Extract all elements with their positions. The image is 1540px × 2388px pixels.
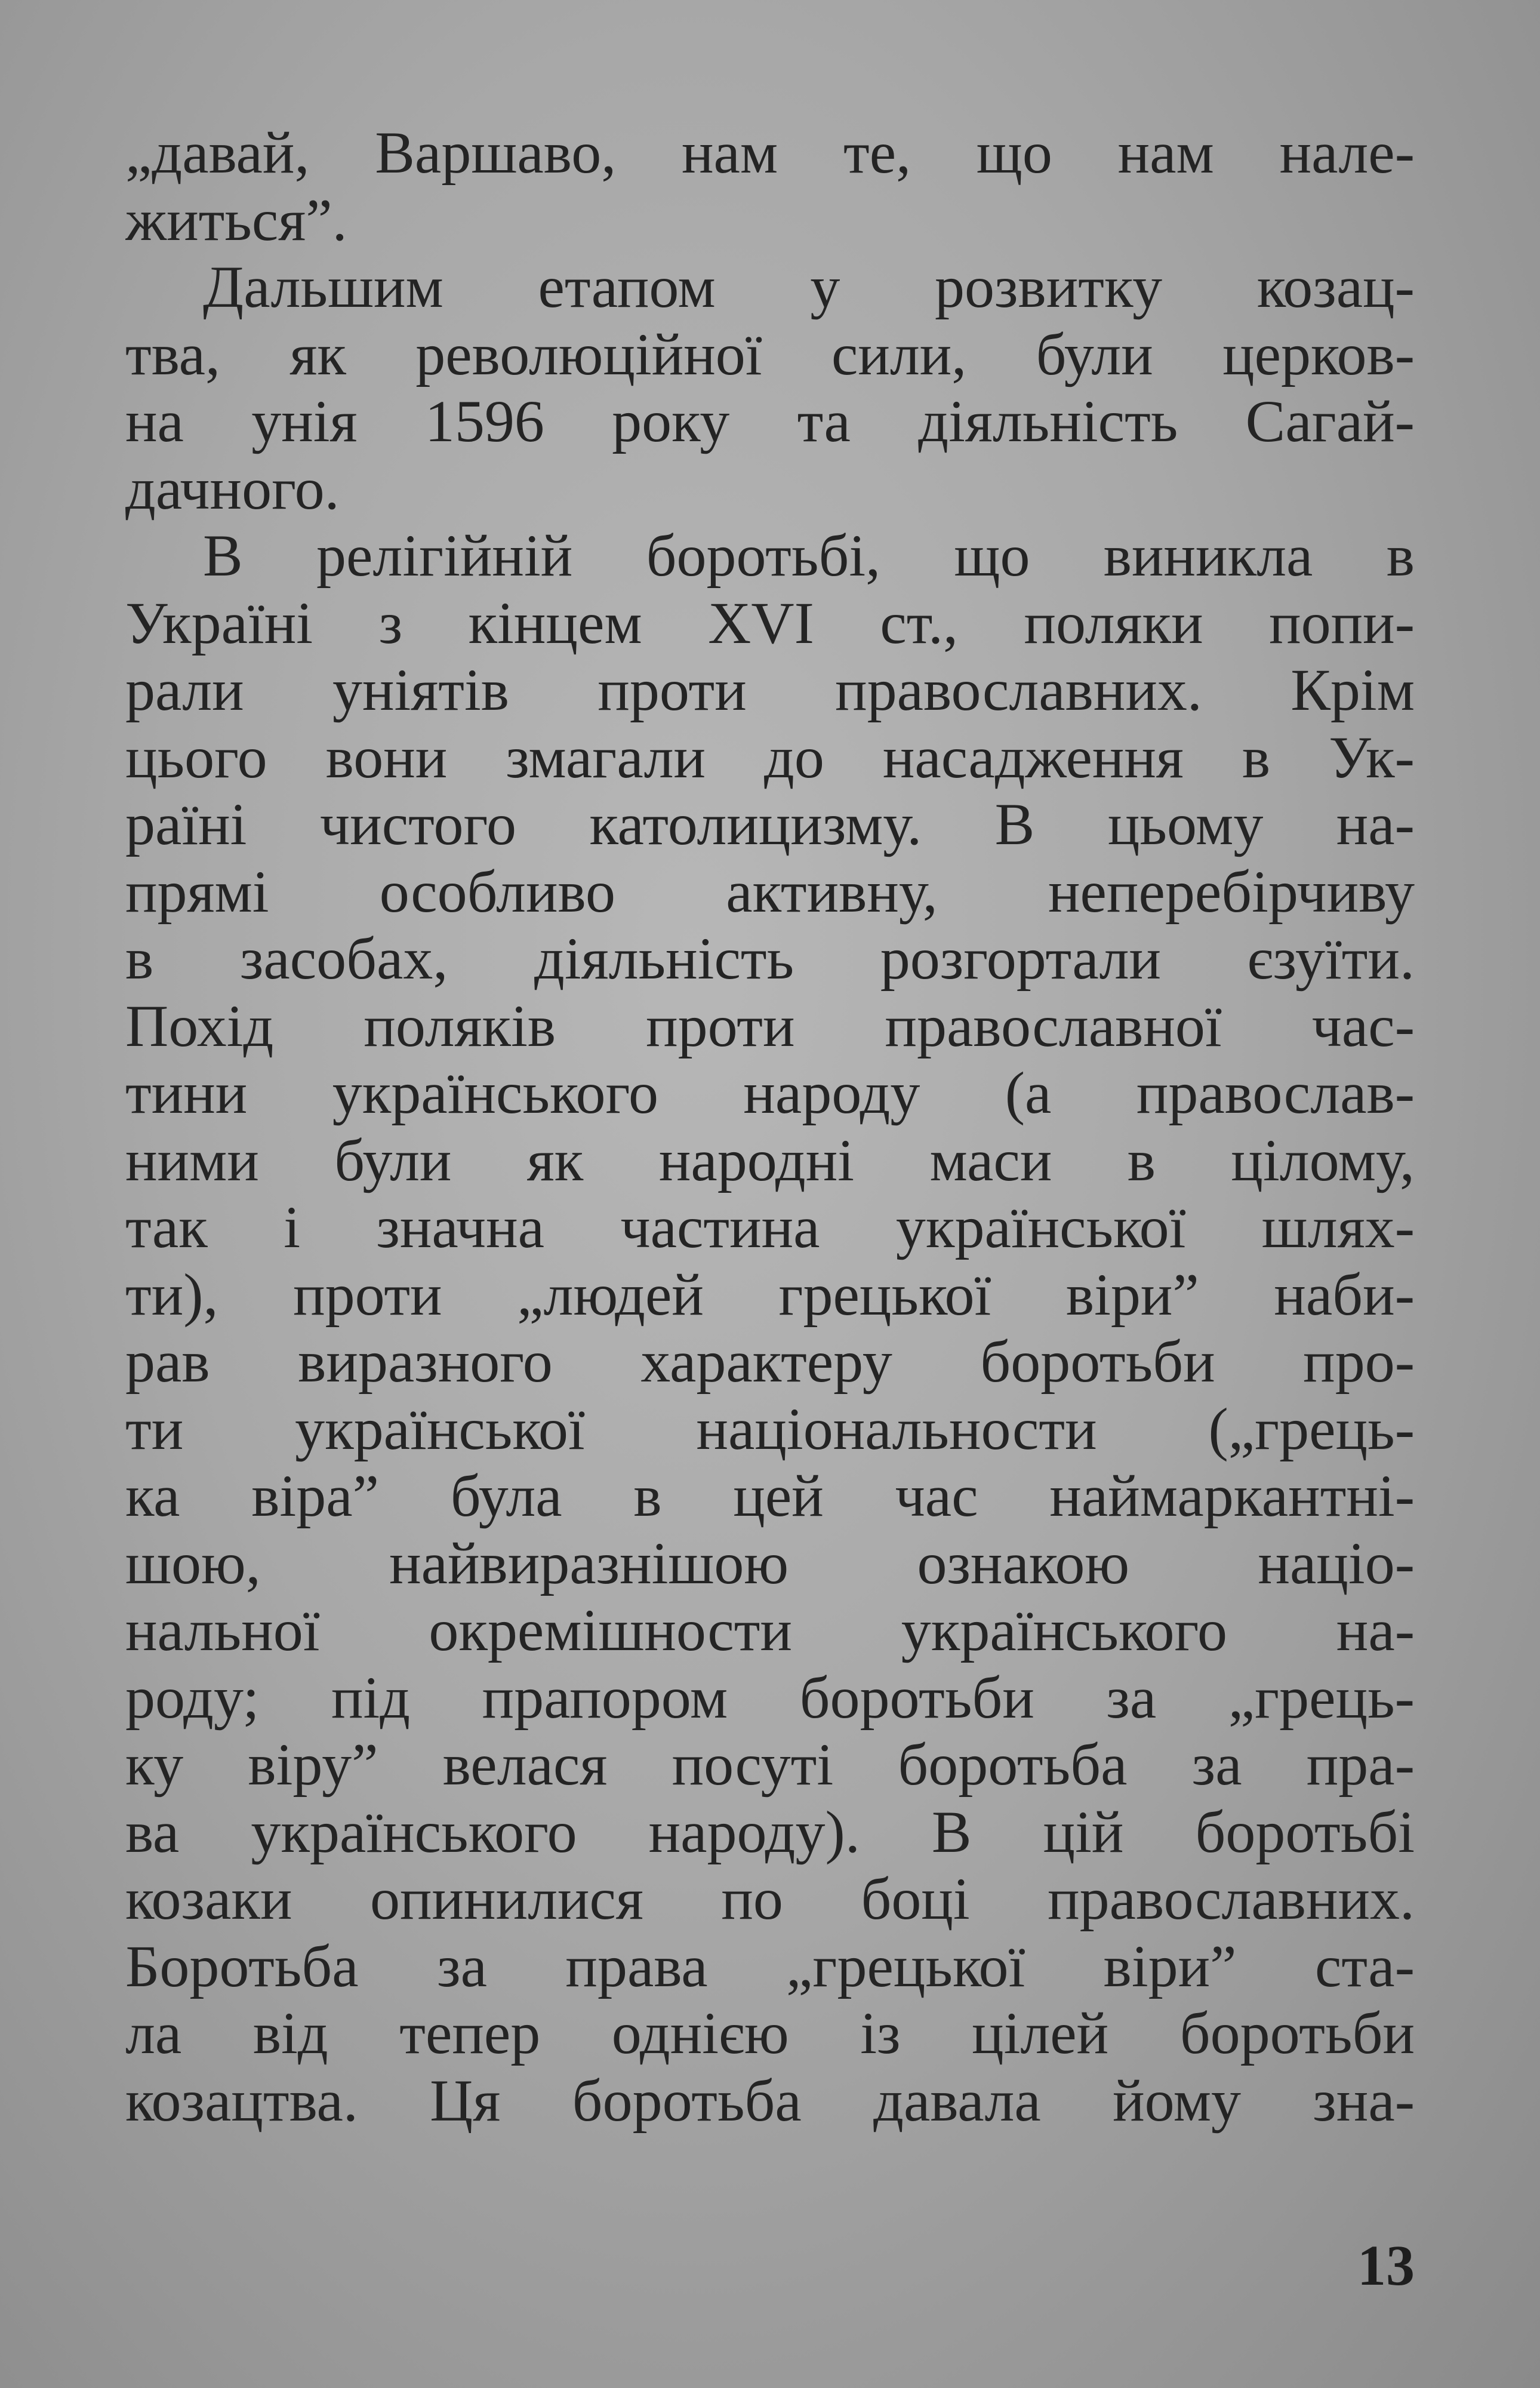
text-line: рав виразного характеру боротьби про-	[125, 1328, 1415, 1395]
text-line: дачного.	[125, 455, 340, 522]
text-line: ними були як народні маси в цілому,	[125, 1127, 1415, 1193]
text-line: козаки опинилися по боці православних.	[125, 1866, 1415, 1932]
body-text	[125, 119, 1415, 2134]
text-line: на унія 1596 року та діяльність Сагай-	[125, 388, 1415, 454]
page-number: 13	[1357, 2233, 1415, 2297]
text-line: прямі особливо активну, неперебірчиву	[125, 858, 1415, 925]
text-line: тва, як революційної сили, були церков-	[125, 321, 1415, 387]
text-line: ку віру” велася посуті боротьба за пра-	[125, 1731, 1415, 1798]
text-line: цього вони змагали до насадження в Ук-	[125, 724, 1415, 790]
text-line: Боротьба за права „грецької віри” ста-	[125, 1932, 1415, 1999]
paragraph-first-line: Дальшим етапом у розвитку козац-	[203, 254, 1415, 320]
text-line: раїні чистого католицизму. В цьому на-	[125, 791, 1415, 857]
text-line: нальної окремішности українського на-	[125, 1597, 1415, 1663]
text-line: в засобах, діяльність розгортали єзуїти.	[125, 925, 1415, 992]
text-line: „давай, Варшаво, нам те, що нам нале-	[125, 119, 1415, 186]
text-line: рали уніятів проти православних. Крім	[125, 657, 1415, 723]
paragraph-first-line: В релігійній боротьбі, що виникла в	[203, 522, 1415, 589]
text-line: ти української національности („грець-	[125, 1395, 1415, 1462]
text-line: ти), проти „людей грецької віри” наби-	[125, 1261, 1415, 1328]
text-line: роду; під прапором боротьби за „грець-	[125, 1664, 1415, 1731]
text-line: житься”.	[125, 186, 347, 253]
text-line: ва українського народу). В цій боротьбі	[125, 1798, 1415, 1865]
text-line: шою, найвиразнішою ознакою націо-	[125, 1530, 1415, 1596]
text-line: ла від тепер однією із цілей боротьби	[125, 2000, 1415, 2066]
text-line: Україні з кінцем XVI ст., поляки попи-	[125, 589, 1415, 656]
text-line: Похід поляків проти православної час-	[125, 992, 1415, 1059]
text-line: тини українського народу (а православ-	[125, 1060, 1415, 1126]
text-line: козацтва. Ця боротьба давала йому зна-	[125, 2067, 1415, 2134]
text-line: так і значна частина української шлях-	[125, 1194, 1415, 1260]
text-line: ка віра” була в цей час наймаркантні-	[125, 1463, 1415, 1529]
